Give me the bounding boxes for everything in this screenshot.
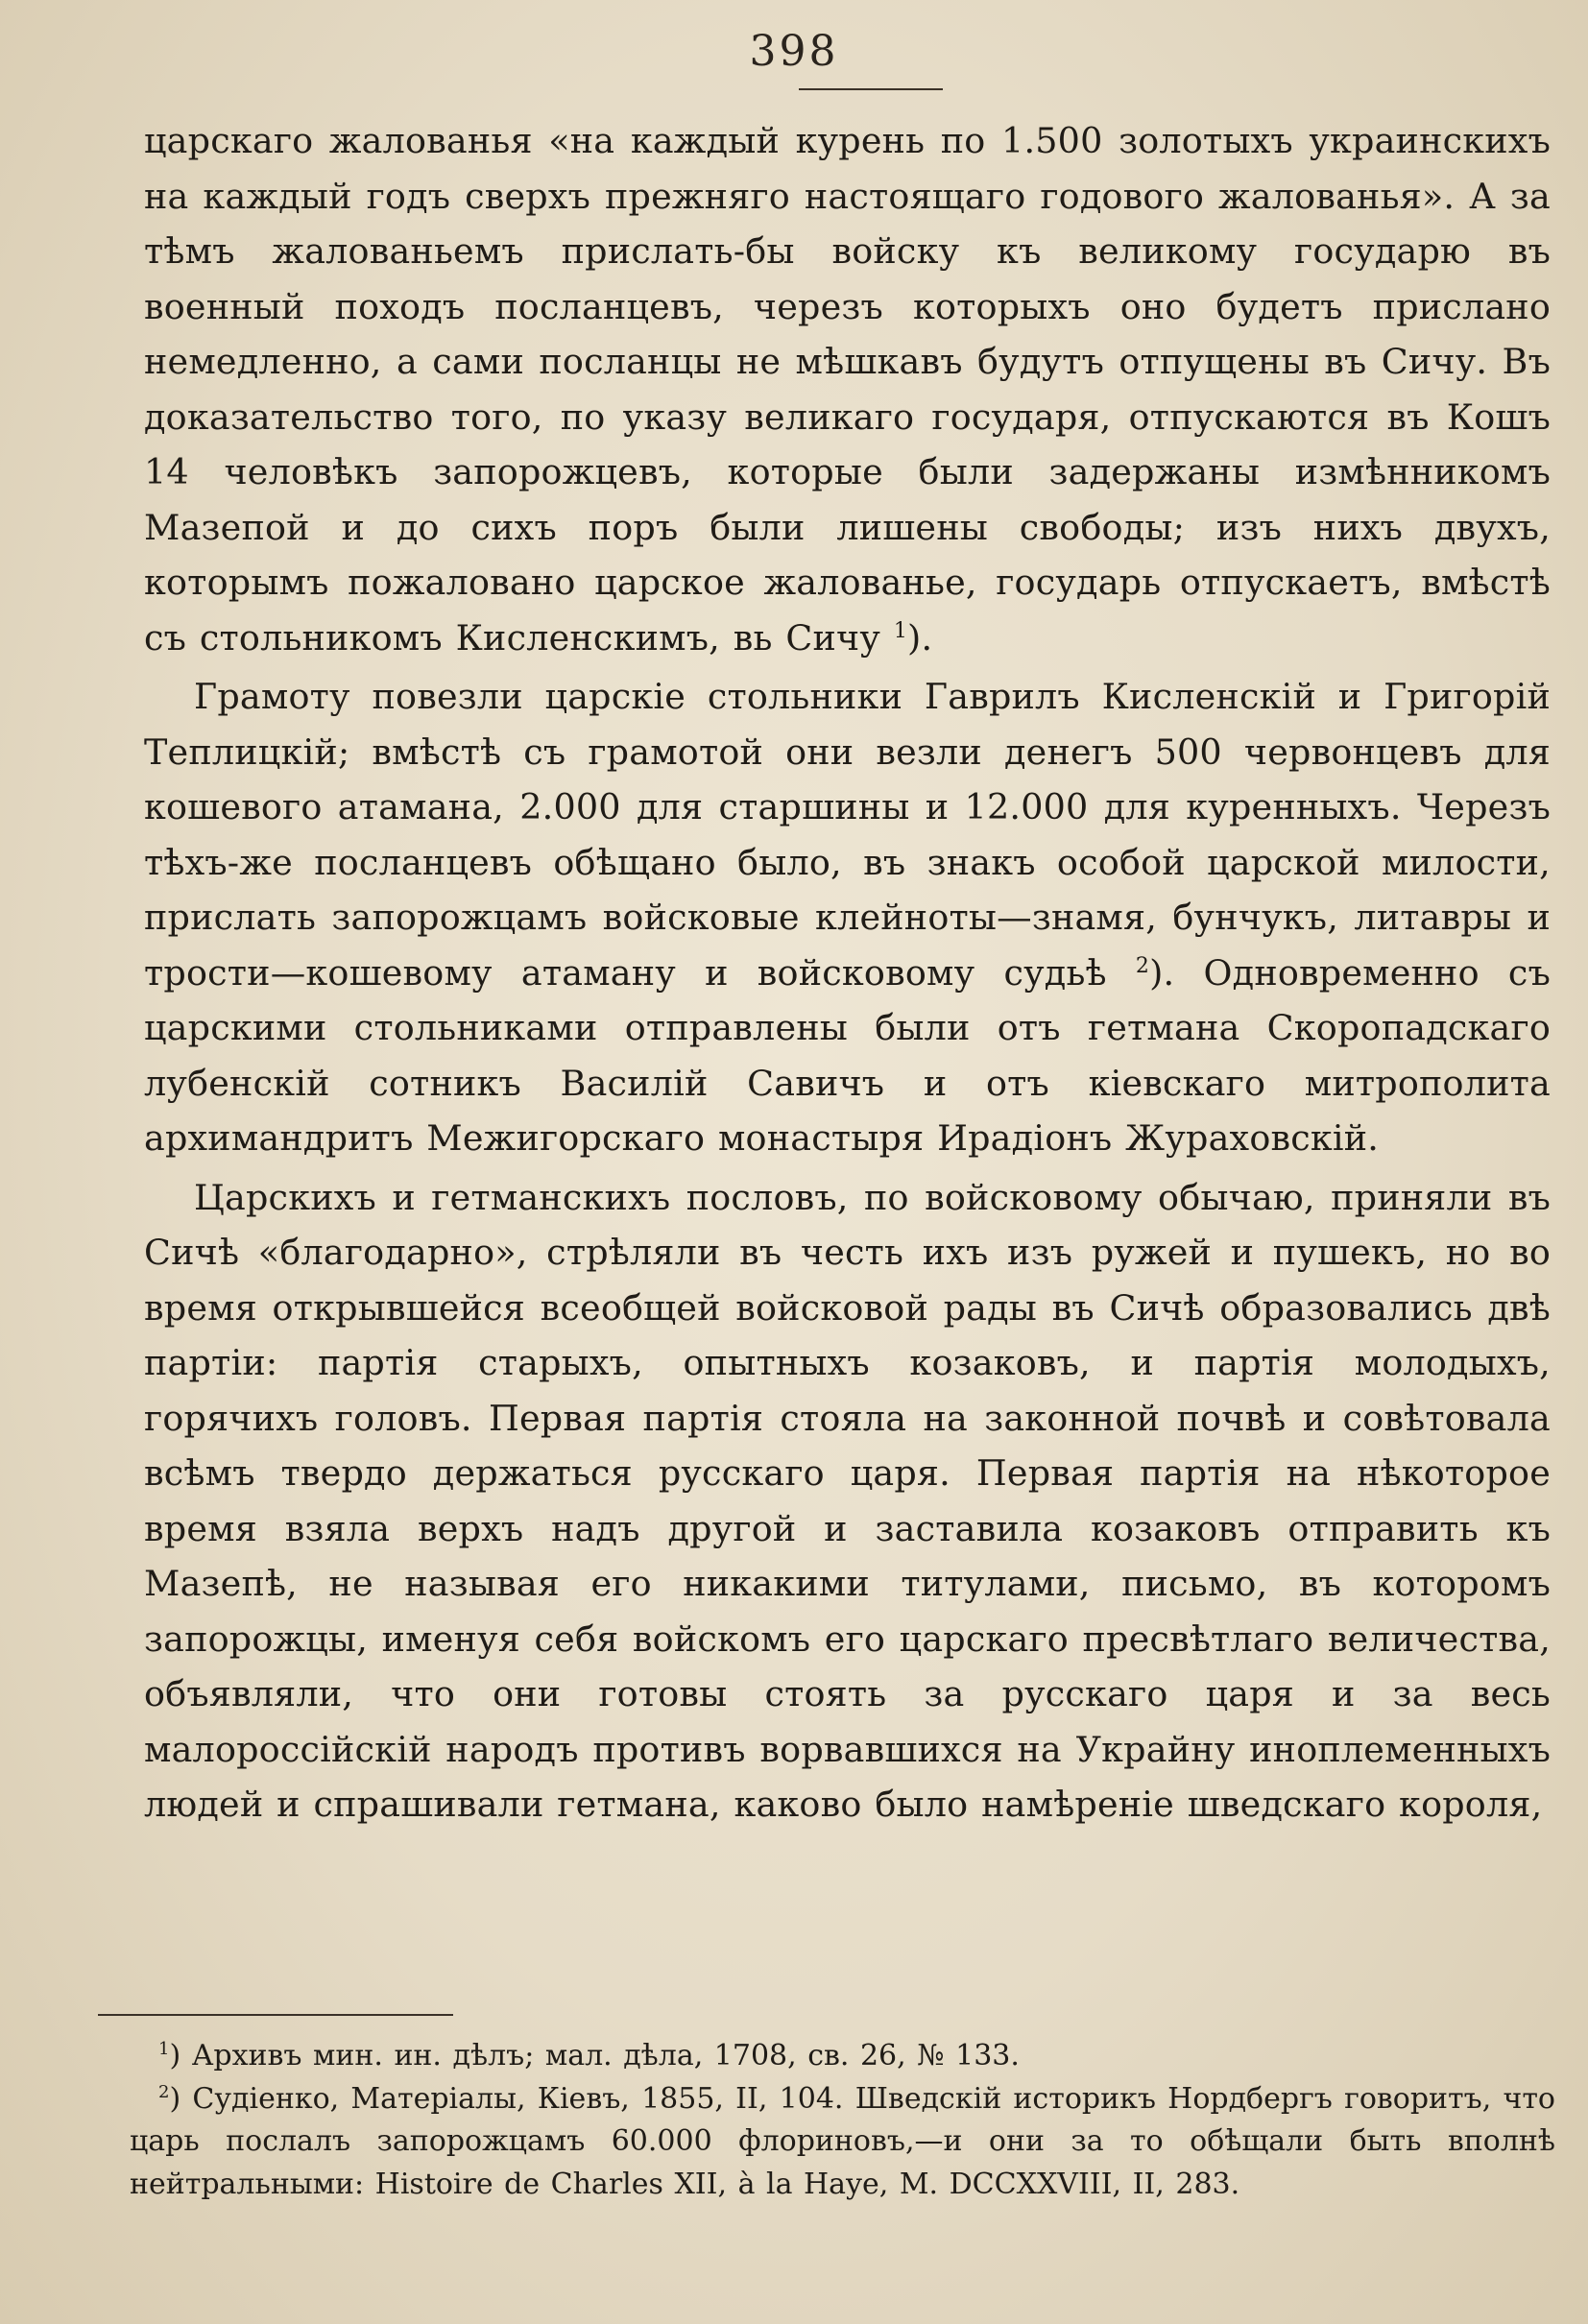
body-text: [144, 113, 1551, 1836]
footnote-2-text: ) Судіенко, Матеріалы, Кіевъ, 1855, II, 104. Шведскій историкъ Нордбергъ говоритъ, что царь послалъ запорожцамъ 60.000 флориновъ,—и они за то обѣщали быть вполнѣ нейтральными: Histoire de Charles XII, à la Haye, M. DCCXXVIII, II, 283.: [130, 2081, 1555, 2201]
footnote-ref-2: 2: [1135, 953, 1150, 978]
footnote-1-number: 1: [158, 2039, 170, 2059]
footnote-2-number: 2: [158, 2081, 170, 2102]
footnote-2: [130, 2078, 1555, 2207]
paragraph-3-text: Царскихъ и гетманскихъ пословъ, по войсковому обычаю, приняли въ Сичѣ «благодарно», стрѣляли въ честь ихъ изъ ружей и пушекъ, но во время открывшейся всеобщей войсковой рады въ Сичѣ образовались двѣ партіи: партія старыхъ, опытныхъ козаковъ, и партія молодыхъ, горячихъ головъ. Первая партія стояла на законной почвѣ и совѣтовала всѣмъ твердо держаться русскаго царя. Первая партія на нѣкоторое время взяла верхъ надъ другой и заставила козаковъ отправить къ Мазепѣ, не называя его никакими титулами, письмо, въ которомъ запорожцы, именуя себя войскомъ его царскаго пресвѣтлаго величества, объявляли, что они готовы стоять за русскаго царя и за весь малороссійскій народъ противъ ворвавшихся на Украйну иноплеменныхъ людей и спрашивали гетмана, каково было намѣреніе шведскаго короля,: [144, 1176, 1551, 1825]
paragraph-2: [144, 669, 1551, 1166]
footnote-separator: [98, 2014, 453, 2016]
page-number: 398: [749, 27, 839, 76]
footnote-1: [130, 2035, 1555, 2078]
footnote-ref-1: 1: [893, 618, 908, 643]
page-number-underline: [799, 88, 943, 90]
paragraph-2-tail: ). Одновременно съ царскими стольниками отправлены были отъ гетмана Скоропадскаго лубенскій сотникъ Василій Савичъ и отъ кіевскаго митрополита архимандритъ Межигорскаго монастыря Ирадіонъ Жураховскій.: [144, 951, 1551, 1159]
paragraph-1-tail: ).: [907, 616, 933, 659]
paragraph-1: [144, 113, 1551, 665]
paragraph-1-text: царскаго жалованья «на каждый курень по 1.500 золотыхъ украинскихъ на каждый годъ сверхъ прежняго настоящаго годового жалованья». А за тѣмъ жалованьемъ прислать-бы войску къ великому государю въ военный походъ посланцевъ, черезъ которыхъ оно будетъ прислано немедленно, а сами посланцы не мѣшкавъ будутъ отпущены въ Сичу. Въ доказательство того, по указу великаго государя, отпускаются въ Кошъ 14 человѣкъ запорожцевъ, которые были задержаны измѣнникомъ Мазепой и до сихъ поръ были лишены свободы; изъ нихъ двухъ, которымъ пожаловано царское жалованье, государь отпускаетъ, вмѣстѣ съ стольникомъ Кисленскимъ, вь Сичу: [144, 120, 1551, 659]
paragraph-3: [144, 1170, 1551, 1833]
footnotes: [130, 2035, 1555, 2206]
footnote-1-text: ) Архивъ мин. ин. дѣлъ; мал. дѣла, 1708, св. 26, № 133.: [169, 2039, 1020, 2072]
paragraph-2-text: Грамоту повезли царскіе стольники Гаврилъ Кисленскій и Григорій Теплицкій; вмѣстѣ съ грамотой они везли денегъ 500 червонцевъ для кошевого атамана, 2.000 для старшины и 12.000 для куренныхъ. Черезъ тѣхъ-же посланцевъ обѣщано было, въ знакъ особой царской милости, прислать запорожцамъ войсковые клейноты—знамя, бунчукъ, литавры и трости—кошевому атаману и войсковому судьѣ: [144, 676, 1551, 994]
